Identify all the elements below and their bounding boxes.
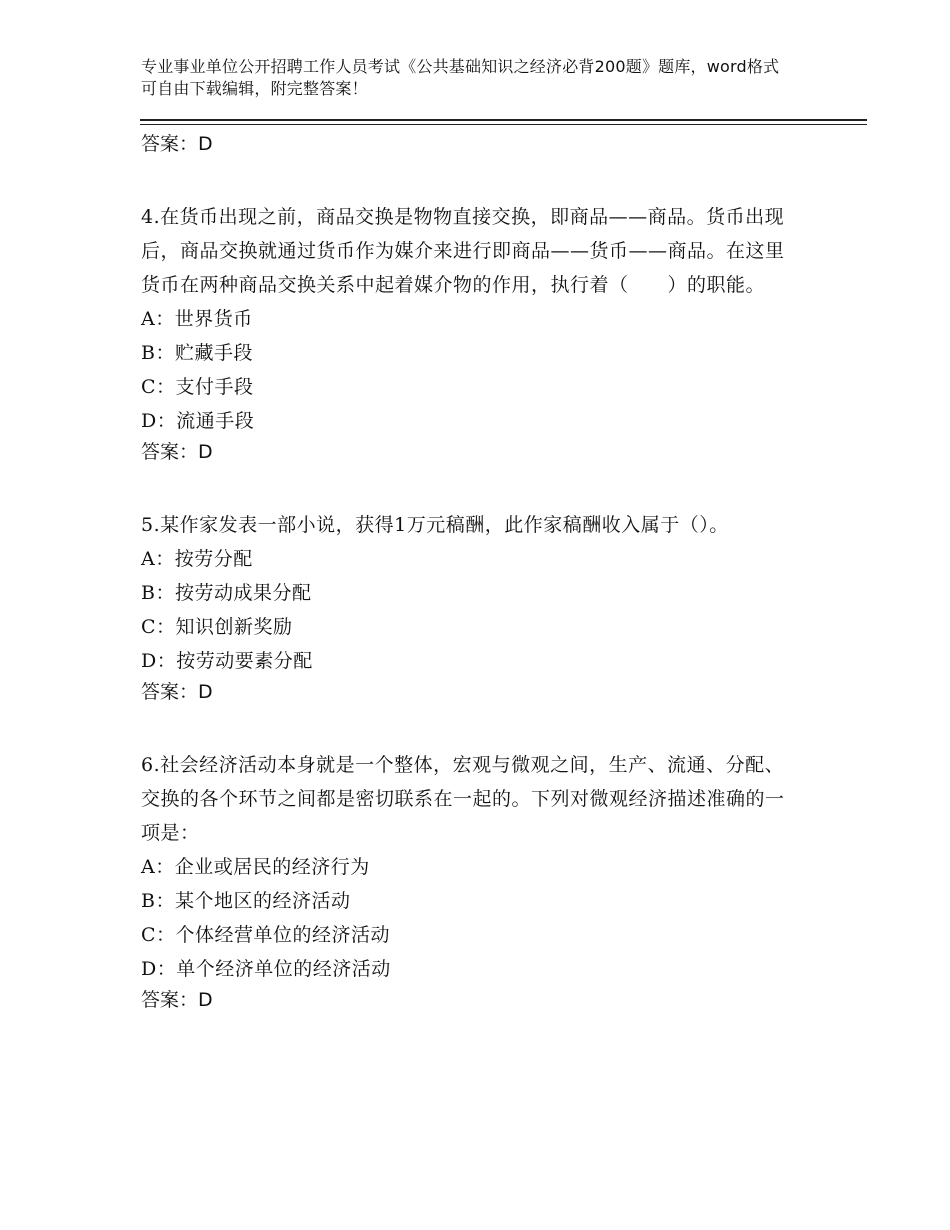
option-d: D：按劳动要素分配 — [141, 650, 313, 672]
question-text: 4.在货币出现之前，商品交换是物物直接交换，即商品——商品。货币出现后，商品交换就通过货币作为媒介来进行即商品——货币——商品。在这里货币在两种商品交换关系中起着媒介物的作用，执行着（ ）的职能。 — [141, 206, 785, 296]
option-c: C：个体经营单位的经济活动 — [141, 924, 391, 946]
option-d: D：流通手段 — [141, 410, 255, 432]
question-block — [141, 748, 801, 1014]
question-text: 6.社会经济活动本身就是一个整体，宏观与微观之间，生产、流通、分配、交换的各个环节之间都是密切联系在一起的。下列对微观经济描述准确的一项是： — [141, 754, 785, 844]
question-text: 5.某作家发表一部小说，获得1万元稿酬，此作家稿酬收入属于（）。 — [141, 514, 729, 536]
answer-label: 答案：D — [141, 441, 213, 463]
question-block — [141, 200, 801, 466]
option-b: B：某个地区的经济活动 — [141, 890, 351, 912]
question-block — [141, 508, 801, 706]
option-a: A：企业或居民的经济行为 — [141, 856, 370, 878]
question-list — [141, 130, 801, 1014]
option-a: A：世界货币 — [141, 308, 253, 330]
header-rule-thin — [140, 124, 867, 125]
option-a: A：按劳分配 — [141, 548, 253, 570]
option-b: B：按劳动成果分配 — [141, 582, 312, 604]
answer-label: 答案：D — [141, 989, 213, 1011]
header-rule-thick — [140, 119, 867, 121]
answer-label: 答案：D — [141, 681, 213, 703]
option-c: C：支付手段 — [141, 376, 254, 398]
option-b: B：贮藏手段 — [141, 342, 253, 364]
document-header: 专业事业单位公开招聘工作人员考试《公共基础知识之经济必背200题》题库，word格式可自由下载编辑，附完整答案！ — [141, 57, 780, 98]
answer-label: 答案：D — [141, 133, 213, 155]
option-d: D：单个经济单位的经济活动 — [141, 958, 391, 980]
option-c: C：知识创新奖励 — [141, 616, 293, 638]
